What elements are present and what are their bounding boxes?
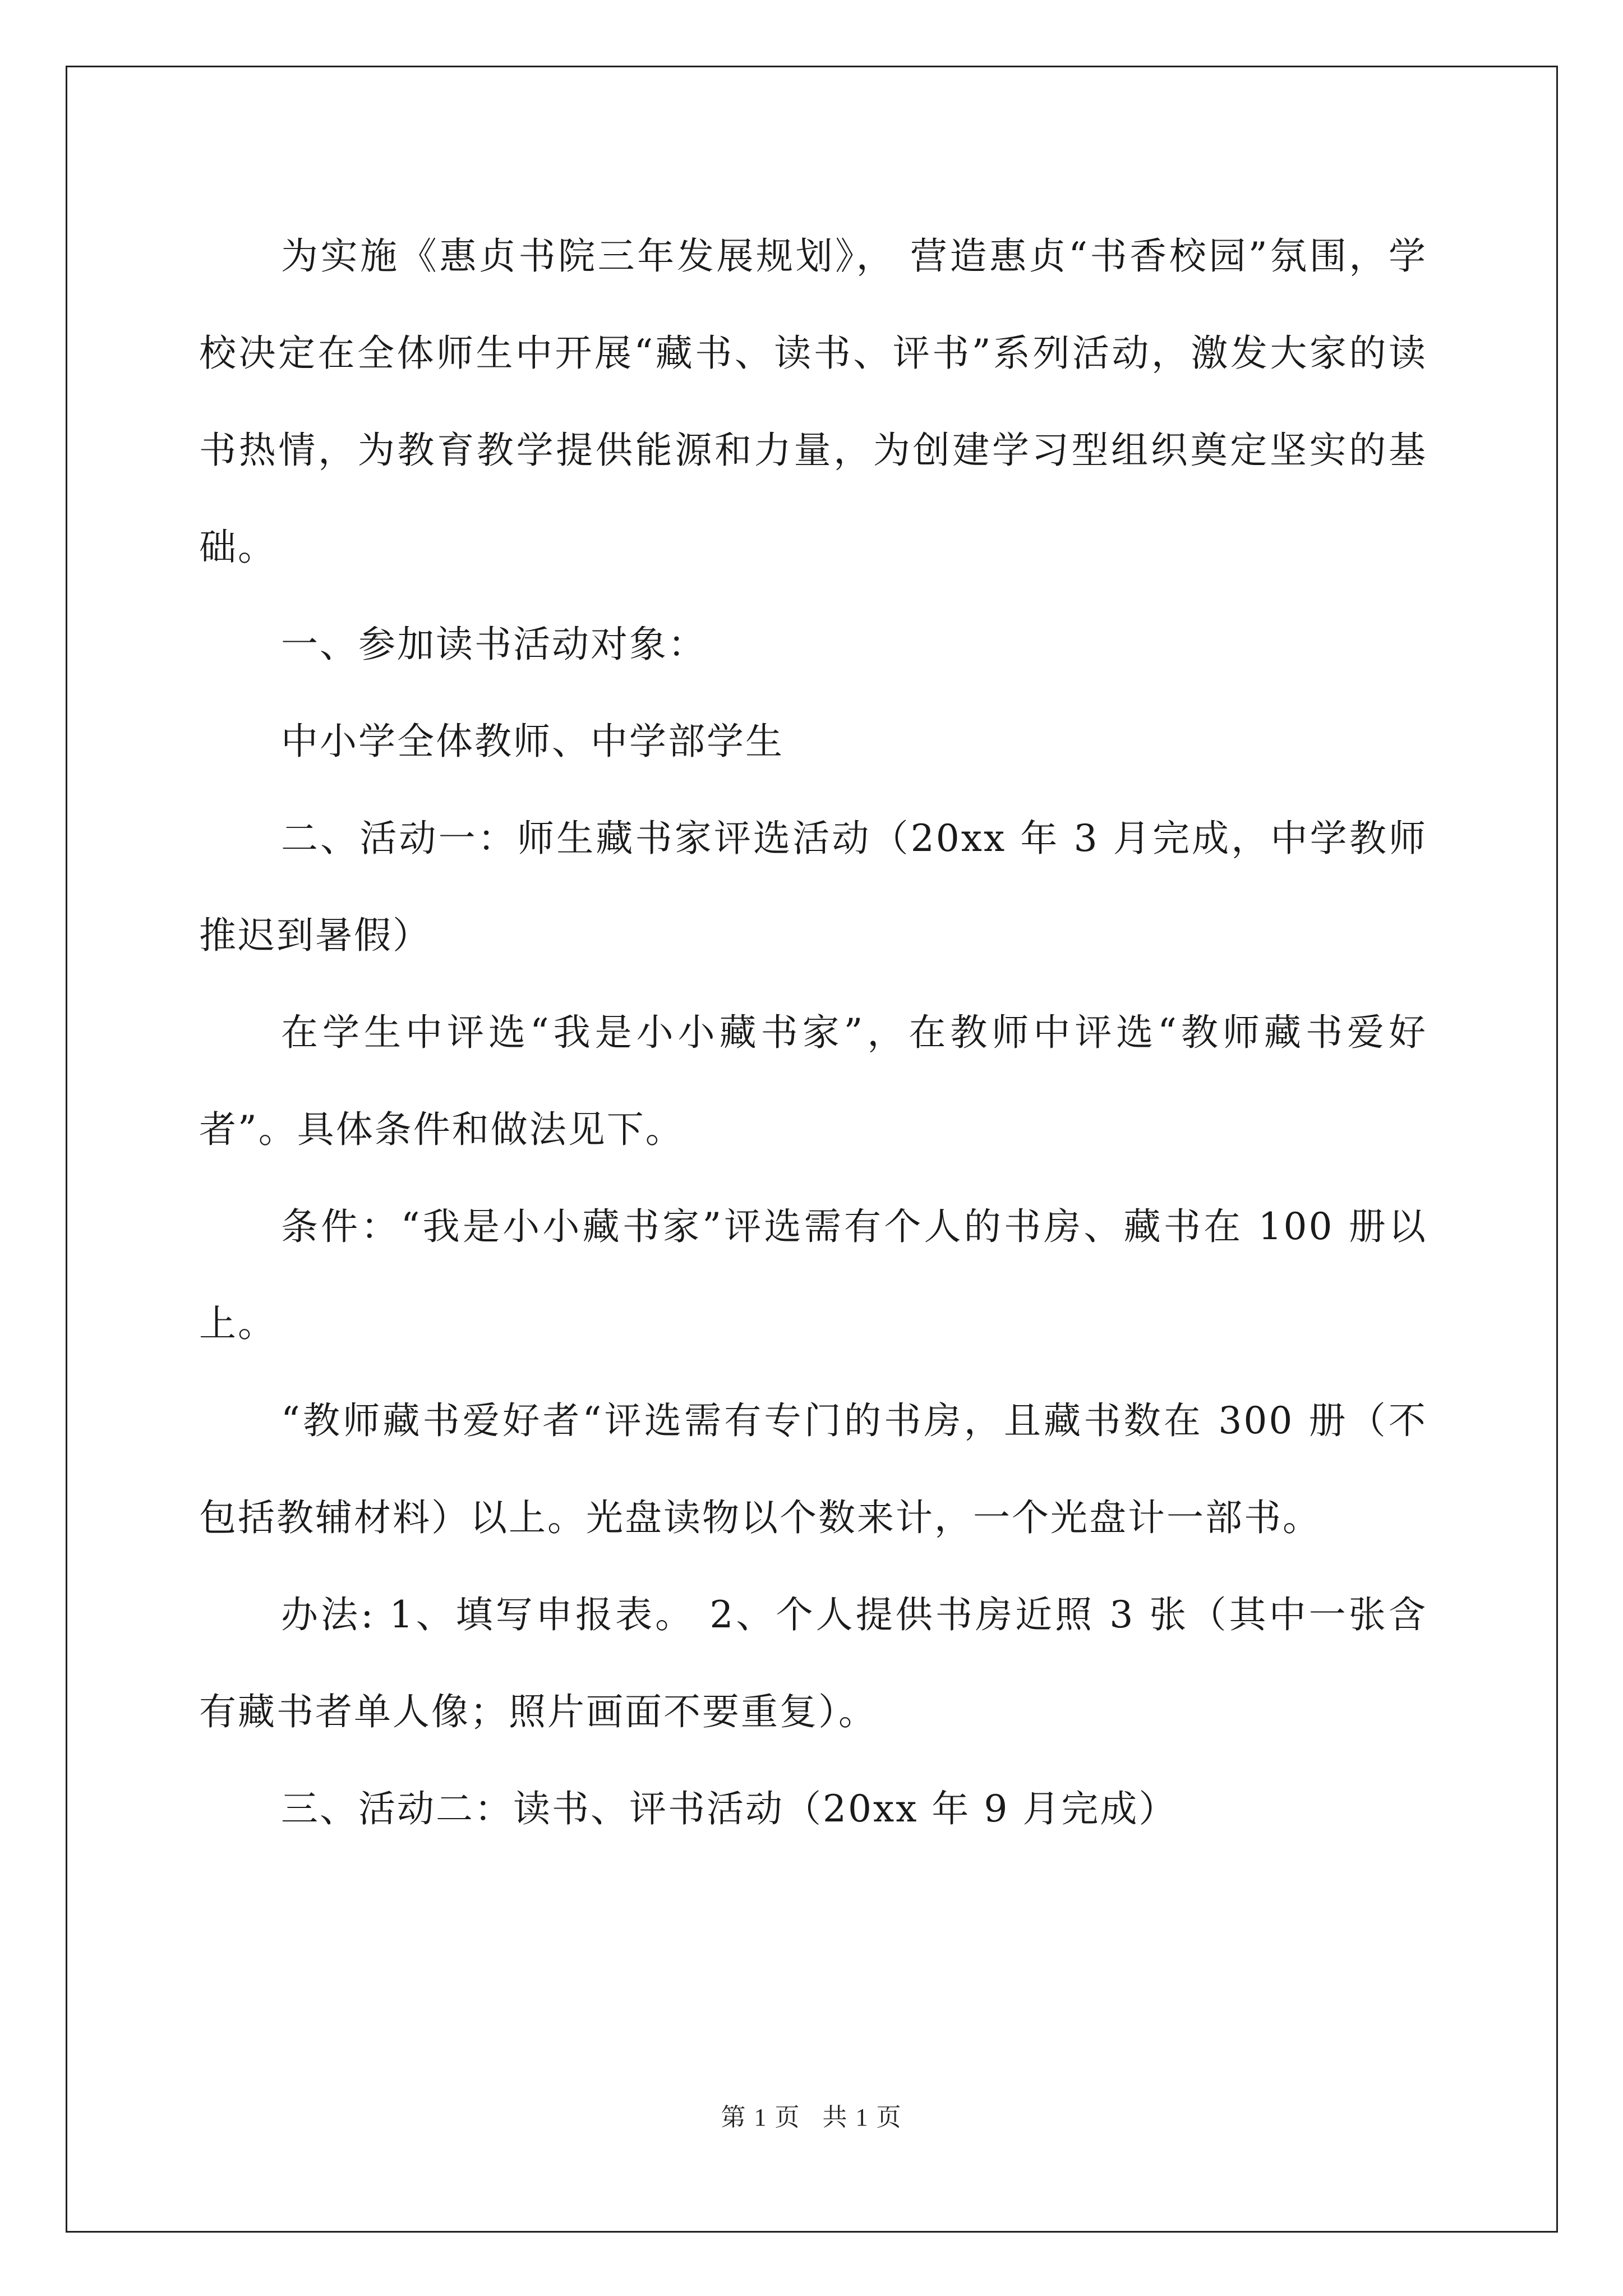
paragraph-section-3-heading: 三、活动二：读书、评书活动（20xx 年 9 月完成） [281, 1787, 1178, 1830]
document-body [199, 208, 1427, 1857]
page-footer [0, 2097, 1623, 2133]
paragraph-participants: 中小学全体教师、中学部学生 [281, 720, 784, 763]
page-number-label: 第 1 页 [721, 2104, 801, 2131]
page-total-label: 共 1 页 [822, 2104, 902, 2131]
paragraph-intro: 为实施《惠贞书院三年发展规划》， 营造惠贞“书香校园”氛围，学校决定在全体师生中开展“藏书、读书、评书”系列活动，激发大家的读书热情，为教育教学提供能源和力量，为创建学习型组织奠定坚实的基础。 [199, 234, 1427, 569]
paragraph-section-2-heading: 二、活动一：师生藏书家评选活动（20xx 年 3 月完成，中学教师推迟到暑假） [199, 817, 1427, 957]
paragraph-method: 办法: 1、填写申报表。 2、个人提供书房近照 3 张（其中一张含有藏书者单人像；照片画面不要重复）。 [199, 1593, 1427, 1733]
paragraph-selection-titles: 在学生中评选“我是小小藏书家”，在教师中评选“教师藏书爱好者”。具体条件和做法见下。 [199, 1011, 1427, 1151]
paragraph-teacher-conditions: “教师藏书爱好者“评选需有专门的书房，且藏书数在 300 册（不包括教辅材料）以上。光盘读物以个数来计，一个光盘计一部书。 [199, 1399, 1427, 1539]
paragraph-section-1-heading: 一、参加读书活动对象： [281, 623, 707, 666]
paragraph-student-conditions: 条件：“我是小小藏书家”评选需有个人的书房、藏书在 100 册以上。 [199, 1205, 1427, 1345]
